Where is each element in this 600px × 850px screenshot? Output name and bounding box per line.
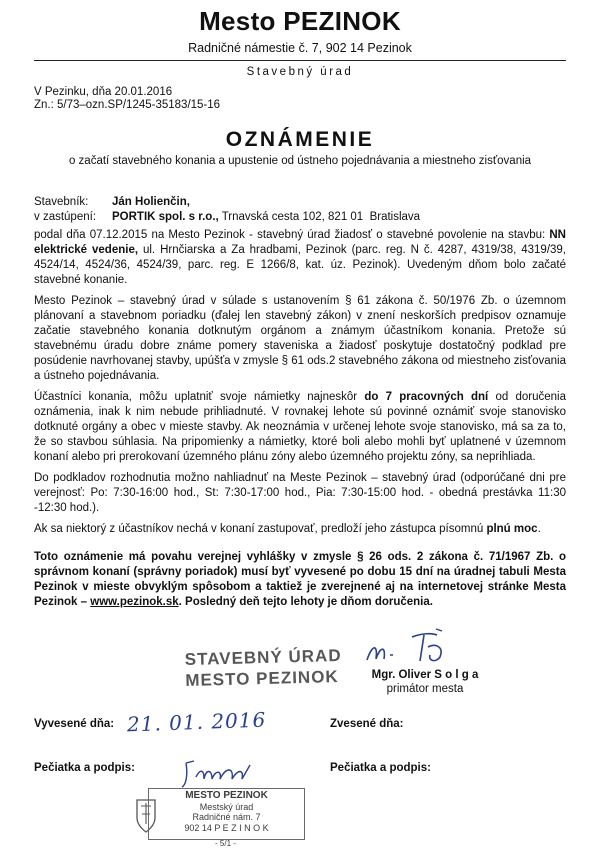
posted-label: Vyvesené dňa: (34, 718, 115, 730)
signatory-block (360, 668, 490, 696)
paragraph-representation (34, 522, 566, 537)
posted-date: 21. 01. 2016 (126, 707, 267, 737)
paragraph-application (34, 228, 566, 288)
paragraph-text: Účastníci konania, môžu uplatniť svoje námietky najneskôr (34, 391, 365, 403)
paragraph-text: od doručenia oznámenia, inak k nim nebude prihliadnuté. V rovnakej lehote sú povinné oznámiť svoje stanovisko dotknuté orgány a obec v mieste stavby. Ak neoznámia v určenej lehote svoje stanovisko, má sa za to, že so stavbou súhlasia. Na pripomienky a námietky, ktoré boli alebo mohli byť uplatnené v územnom konaní alebo pri prerokovaní územného plánu zóny alebo územného projektu zóny, sa neprihliada. (34, 391, 567, 463)
stamp-line: STAVEBNÝ ÚRAD (184, 645, 342, 670)
representative-address: Trnavská cesta 102, 821 01 Bratislava (218, 211, 421, 223)
reference-block (34, 86, 220, 112)
construction-name: NN elektrické vedenie, (34, 229, 566, 256)
seal-label-left: Pečiatka a podpis: (34, 762, 135, 774)
body-paragraphs (34, 228, 566, 543)
city-stamp (148, 788, 305, 840)
deadline: do 7 pracovných dní (364, 391, 489, 403)
power-of-attorney: plnú moc (486, 523, 538, 535)
stamp-line: Mestský úrad (199, 801, 254, 812)
document-title: OZNÁMENIE (225, 128, 375, 151)
stamp-line: MESTO PEZINOK (185, 790, 268, 801)
paragraph-text: . (537, 523, 541, 535)
representative-label: v zastúpení: (34, 211, 97, 223)
office-stamp (184, 645, 342, 691)
seal-label-right: Pečiatka a podpis: (330, 762, 431, 774)
stamp-number: - 5/1 - (215, 839, 236, 848)
public-notice (34, 550, 566, 610)
stamp-line: Radničné nám. 7 (192, 812, 261, 822)
paragraph-office-hours: Do podkladov rozhodnutia možno nahliadnuť na Meste Pezinok – stavebný úrad (odporúčané dni pre verejnosť: Po: 7:30-16:00 hod., St: 7:30-17:00 hod., Pia: 7:30-15:00 hod. - obedná prestávka 11:30 -12:30 hod.). (34, 472, 566, 514)
paragraph-objections (34, 390, 566, 465)
mayor-signature (362, 625, 472, 670)
notice-text: . Posledný deň tejto lehoty je dňom doručenia. (178, 596, 433, 608)
document-subtitle: o začatí stavebného konania a upustenie od ústneho pojednávania a miestneho zisťovania (68, 155, 532, 167)
reference-number: Zn.: 5/73–ozn.SP/1245-35183/15-16 (34, 99, 221, 111)
place-date: V Pezinku, dňa 20.01.2016 (34, 86, 173, 98)
builder-label: Stavebník: (34, 196, 89, 208)
builder-block (34, 195, 566, 225)
office-name: Stavebný úrad (246, 66, 354, 78)
signatory-name: Mgr. Oliver S o l g a (371, 669, 479, 681)
header-divider (34, 60, 566, 61)
stamp-line: MESTO PEZINOK (185, 667, 339, 691)
posting-signature (180, 755, 270, 790)
stamp-line: 902 14 P E Z I N O K (184, 822, 269, 833)
notice-text: Toto oznámenie má povahu verejnej vyhlášky v zmysle § 26 ods. 2 zákona č. 71/1967 Zb. o správnom konaní (správny poriadok) musí byť vyvesené po dobu 15 dní na úradnej tabuli Mesta Pezinok v mieste obvyklým spôsobom a taktiež je zverejnené aj na internetovej stránke Mesta Pezinok – (34, 551, 566, 608)
city-address: Radničné námestie č. 7, 902 14 Pezinok (188, 41, 412, 55)
city-title: Mesto PEZINOK (199, 6, 401, 36)
paragraph-text: ul. Hrnčiarska a Za hradbami, Pezinok (parc. reg. N č. 4287, 4319/38, 4319/39, 4524/14, 4524/36, 4524/39, parc. reg. E 1266/8, kat. úz. Pezinok). Uvedeným dňom bolo začaté stavebné konanie. (34, 244, 566, 286)
builder-name: Ján Holienčin, (112, 196, 190, 208)
paragraph-text: Ak sa niektorý z účastníkov nechá v konaní zastupovať, predloží jeho zástupca písomnú (34, 523, 487, 535)
paragraph-legal-basis: Mesto Pezinok – stavebný úrad v súlade s ustanovením § 61 zákona č. 50/1976 Zb. o územnom plánovaní a stavebnom poriadku (ďalej len stavebný zákon) v znení neskorších predpisov oznamuje začatie stavebného konania dotknutým orgánom a známym účastníkom konania. Pretože sú stavebnému úradu dobre známe pomery staveniska a žiadosť poskytuje dostatočný podklad pre posúdenie navrhovanej stavby, upúšťa v zmysle § 61 ods.2 stavebného zákona od miestneho zisťovania a ústneho pojednávania. (34, 295, 566, 382)
removed-label: Zvesené dňa: (330, 718, 404, 730)
signatory-role: primátor mesta (386, 683, 464, 695)
website-link[interactable]: www.pezinok.sk (90, 596, 179, 608)
paragraph-text: podal dňa 07.12.2015 na Mesto Pezinok - stavebný úrad žiadosť o stavebné povolenie na stavbu: (34, 229, 550, 241)
representative-name: PORTIK spol. s r.o., (112, 211, 219, 223)
